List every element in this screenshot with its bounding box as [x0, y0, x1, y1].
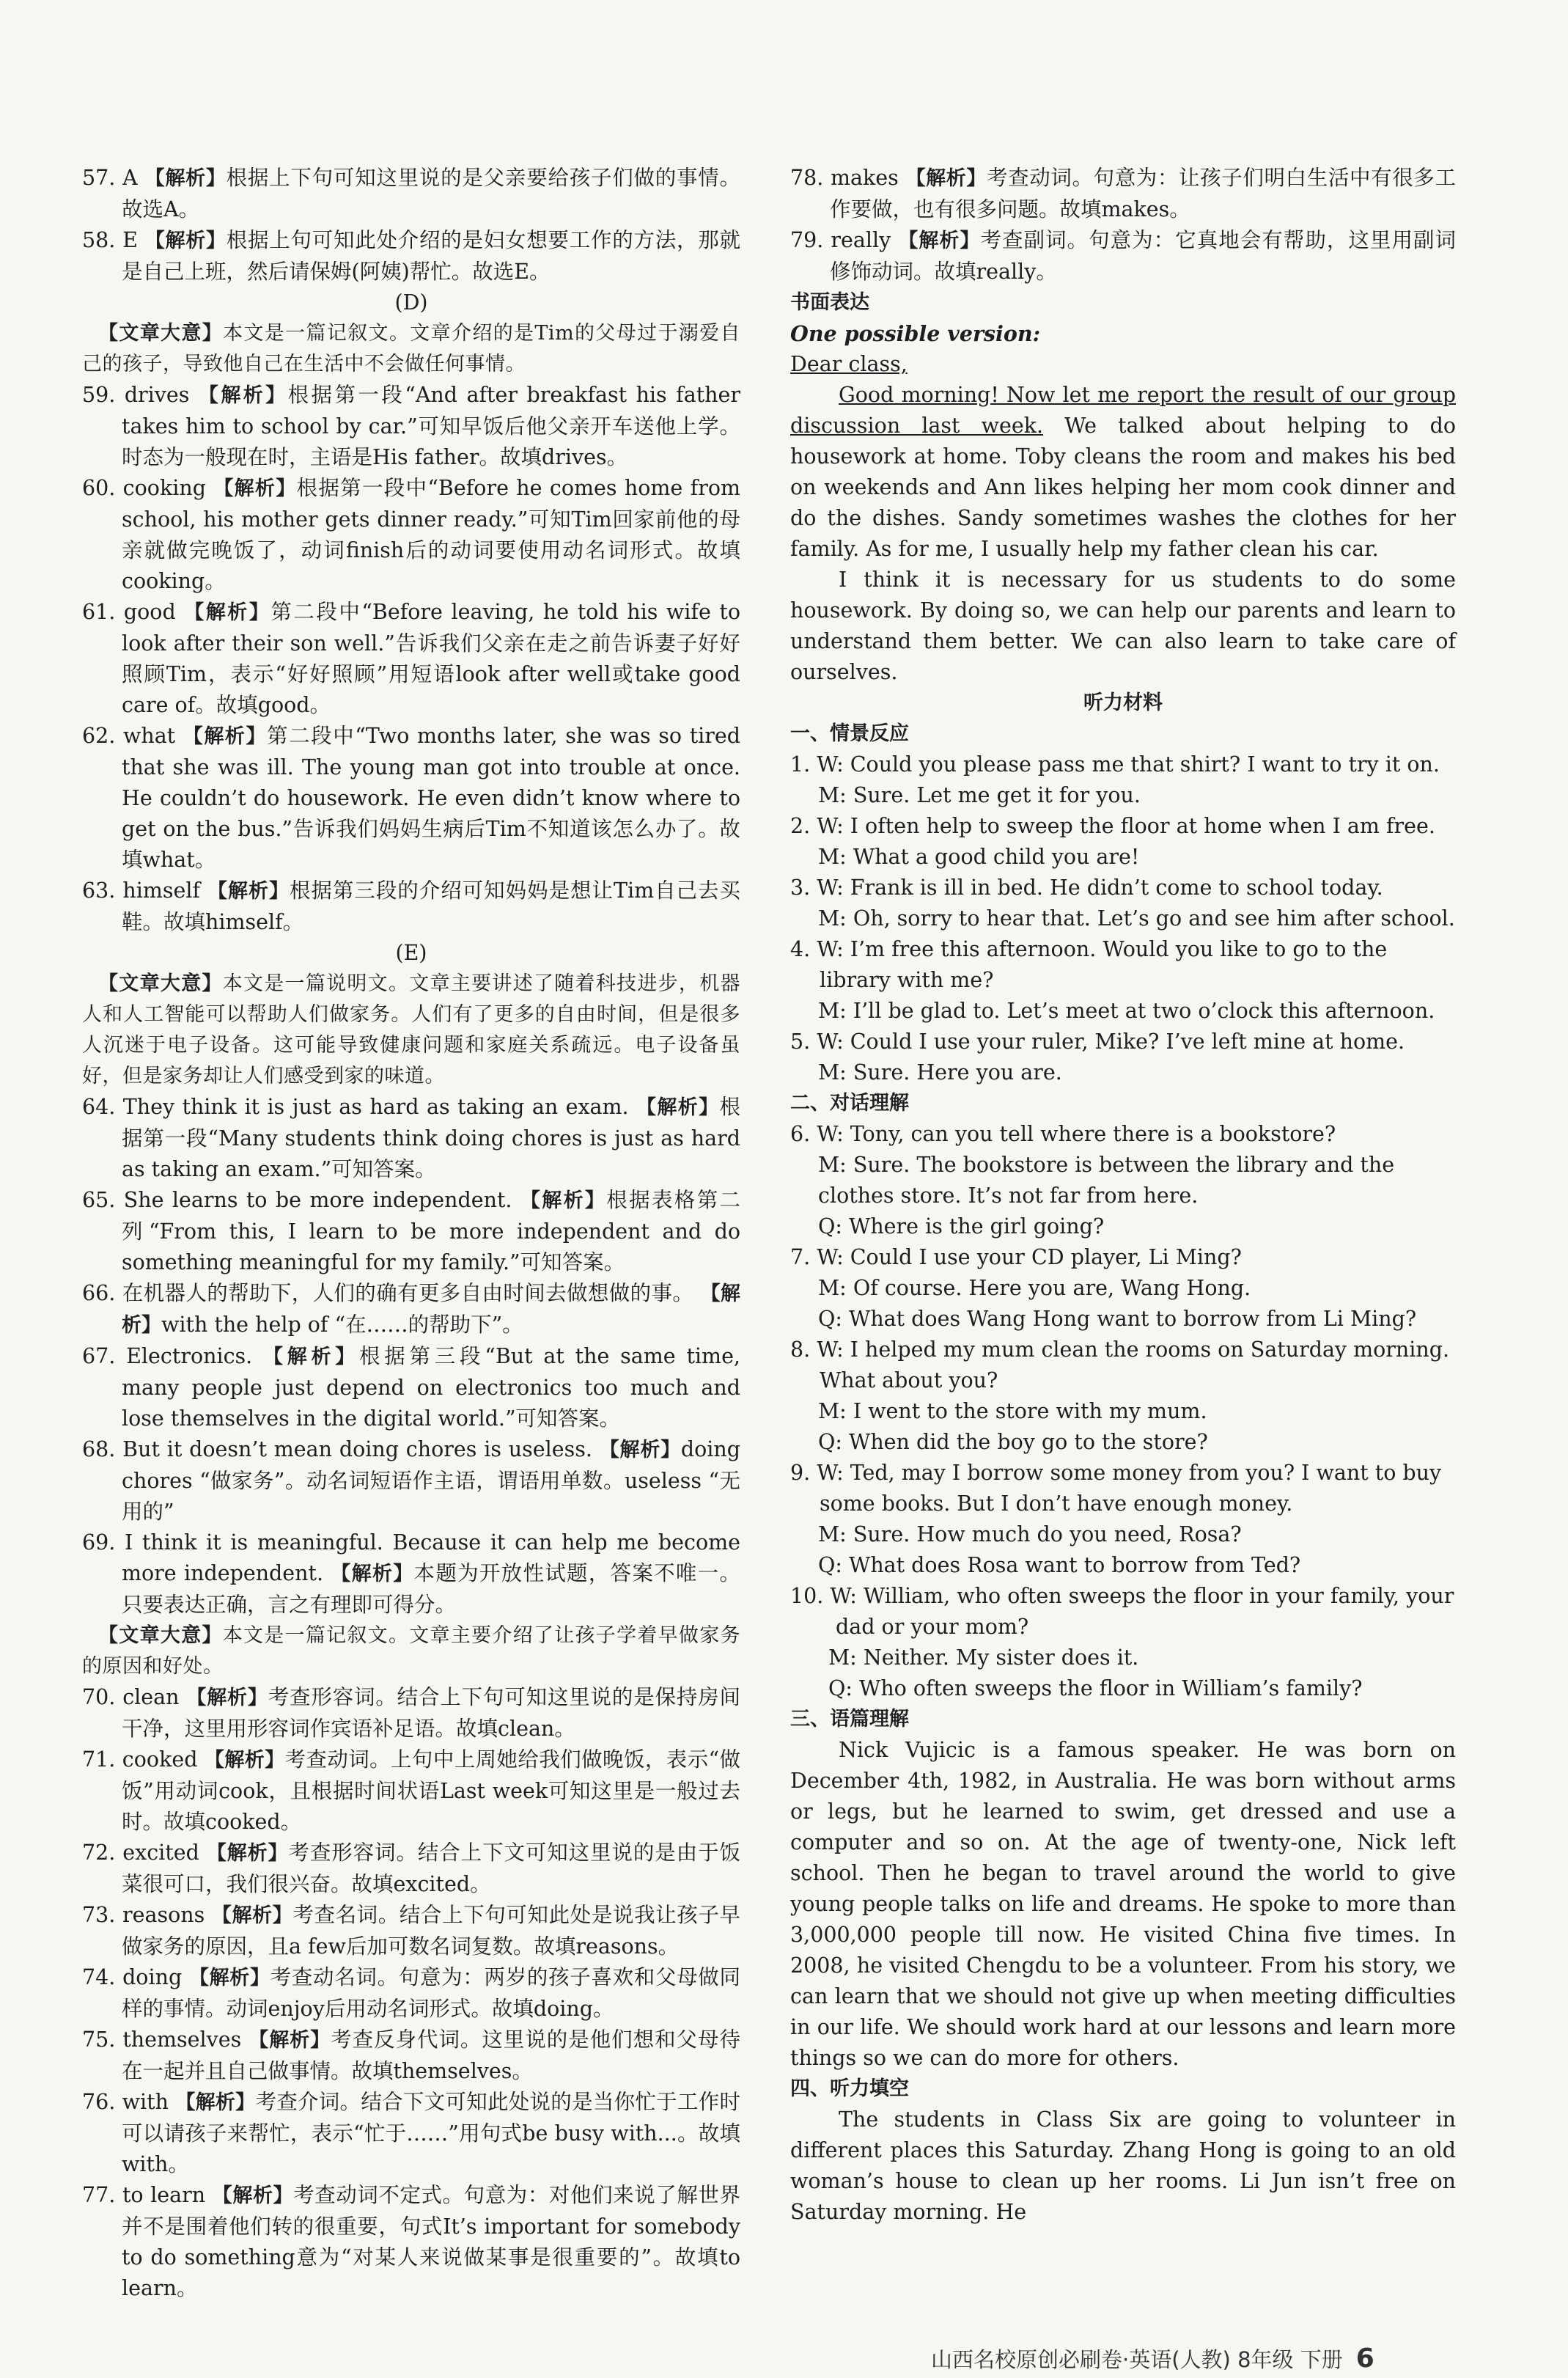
answer-item [82, 1682, 740, 1744]
answer-key: 64. They think it is just as hard as taking an exam. [82, 1095, 629, 1119]
analysis-tag: 【解析】 [905, 167, 987, 190]
analysis-tag: 【解析】 [184, 601, 271, 624]
analysis-tag: 【解析】 [186, 1687, 268, 1709]
dialogue-reply: M: What a good child you are! [818, 845, 1140, 869]
analysis-text: 根据第一段中“Before he comes home from school, his mother gets dinner ready.”可知Tim回家前他的母亲就做完晚饭了，动词finish后的动词要使用动名词形式。故填cooking。 [122, 476, 741, 593]
answer-key: 60. cooking [82, 476, 206, 500]
answer-key: 78. makes [790, 166, 899, 190]
analysis-tag: 【解析】 [198, 384, 288, 407]
answer-item [82, 1527, 740, 1621]
analysis-tag: 【解析】 [249, 2029, 331, 2052]
right-column [790, 163, 1456, 2228]
analysis-tag: 【解析】 [183, 725, 268, 748]
analysis-text: 根据第三段“But at the same time, many people just depend on electronics too much and lose themselves in the digital world.”可知答案。 [122, 1344, 740, 1431]
listening-part4-text: The students in Class Six are going to volunteer in different places this Saturday. Zhang Hong is going to an old woman’s house to clean up her rooms. Li Jun isn’t free on Saturday morning. He [790, 2107, 1456, 2224]
analysis-text: 考查形容词。结合上下文可知这里说的是由于饭菜很可口，我们很兴奋。故填excited。 [122, 1841, 740, 1896]
dialogue-reply: M: Oh, sorry to hear that. Let’s go and see him after school. [818, 906, 1455, 931]
answer-key: 70. clean [82, 1685, 180, 1709]
listening-part3-text: Nick Vujicic is a famous speaker. He was born on December 4th, 1982, in Australia. He was born without arms or legs, but he learned to swim, get dressed and use a computer and so on. At the age of twenty-one, Nick left school. Then he began to travel around the world to give young people talks on life and dreams. He spoke to more than 3,000,000 people till now. He visited China five times. In 2008, he visited Chengdu to be a volunteer. From his story, we can learn that we should not give up when meeting difficulties in our life. We should work hard at our lessons and learn more things so we can do more for others. [790, 1738, 1456, 2070]
analysis-text: 根据第三段的介绍可知妈妈是想让Tim自己去买鞋。故填himself。 [122, 878, 741, 934]
writing-heading: 书面表达 [790, 291, 869, 314]
answer-key: 61. good [82, 600, 176, 624]
page-number: 6 [1355, 2344, 1374, 2374]
answer-key: 77. to learn [82, 2183, 206, 2207]
writing-version-label: One possible version: [790, 321, 1041, 346]
analysis-text: 根据上句可知此处介绍的是妇女想要工作的方法，那就是自己上班，然后请保姆(阿姨)帮忙。故选E。 [122, 228, 740, 284]
listening-part3-heading: 三、语篇理解 [790, 1708, 909, 1731]
answer-item [82, 1341, 740, 1434]
listening-part4-heading: 四、听力填空 [790, 2077, 909, 2100]
dialogue-question: Q: What does Wang Hong want to borrow from Li Ming? [818, 1307, 1417, 1331]
analysis-tag: 【解析】 [122, 1282, 741, 1337]
left-column [82, 163, 740, 2304]
answer-item [82, 163, 740, 225]
analysis-text: 本题为开放性试题，答案不唯一。只要表达正确，言之有理即可得分。 [122, 1561, 740, 1617]
answer-item [82, 721, 740, 876]
analysis-text: 考查介词。结合下文可知此处说的是当你忙于工作时可以请孩子来帮忙，表示“忙于……”用句式be busy with...。故填with。 [122, 2090, 741, 2176]
answer-item [82, 876, 740, 938]
answer-item [82, 1278, 740, 1341]
analysis-text: 考查动词。上句中上周她给我们做晚饭，表示“做饭”用动词cook，且根据时间状语Last week可知这里是一般过去时。故填cooked。 [122, 1747, 741, 1834]
dialogue-line: 10. W: William, who often sweeps the floor in your family, your dad or your mom? [790, 1584, 1454, 1639]
answer-key: 68. But it doesn’t mean doing chores is useless. [82, 1437, 592, 1461]
analysis-tag: 【解析】 [636, 1096, 720, 1119]
answer-key: 73. reasons [82, 1903, 205, 1927]
section-d-heading: (D) [394, 290, 428, 315]
answer-item [82, 1092, 740, 1185]
answer-key: 65. She learns to be more independent. [82, 1188, 512, 1212]
analysis-tag: 【解析】 [263, 1346, 360, 1368]
analysis-tag: 【解析】 [520, 1189, 607, 1212]
answer-item [82, 1434, 740, 1527]
analysis-text: doing chores “做家务”。动名词短语作主语，谓语用单数。useless “无用的” [122, 1437, 740, 1524]
dialogue-line: 1. W: Could you please pass me that shirt? I want to try it on. [790, 752, 1440, 777]
answer-item [790, 225, 1456, 287]
dialogue-line: 2. W: I often help to sweep the floor at home when I am free. [790, 814, 1435, 838]
section-f-summary: 【文章大意】本文是一篇记叙文。文章主要介绍了让孩子学着早做家务的原因和好处。 [82, 1624, 741, 1678]
answer-item [82, 2180, 740, 2304]
analysis-text: 考查动词。句意为：让孩子们明白生活中有很多工作要做，也有很多问题。故填makes。 [830, 166, 1456, 221]
analysis-tag: 【解析】 [144, 167, 227, 190]
dialogue-reply: M: Sure. The bookstore is between the library and the clothes store. It’s not far from here. [818, 1153, 1395, 1208]
dialogue-question: Q: What does Rosa want to borrow from Ted? [818, 1553, 1301, 1577]
answer-item [790, 163, 1456, 225]
dialogue-reply: M: Sure. Here you are. [818, 1060, 1062, 1085]
analysis-tag: 【解析】 [331, 1563, 414, 1585]
answer-item [82, 1900, 740, 1962]
answer-item [82, 1185, 740, 1278]
answer-item [82, 1744, 740, 1838]
answer-key: 71. cooked [82, 1747, 198, 1772]
answer-item [82, 473, 740, 597]
dialogue-line: 4. W: I’m free this afternoon. Would you like to go to the library with me? [790, 937, 1388, 992]
answer-key: 57. A [82, 166, 138, 190]
analysis-tag: 【解析】 [144, 230, 227, 252]
answer-key: 69. I think it is meaningful. Because it can help me become more independent. [82, 1530, 740, 1585]
analysis-tag: 【解析】 [204, 1749, 285, 1772]
answer-key: 79. really [790, 228, 891, 252]
analysis-text: 考查形容词。结合上下句可知这里说的是保持房间干净，这里用形容词作宾语补足语。故填clean。 [122, 1685, 740, 1741]
writing-greeting: Dear class, [790, 352, 908, 376]
listening-part1-heading: 一、情景反应 [790, 722, 909, 745]
dialogue-reply: M: Of course. Here you are, Wang Hong. [818, 1276, 1251, 1300]
analysis-text: 考查反身代词。这里说的是他们想和父母待在一起并且自己做事情。故填themselves。 [122, 2027, 740, 2083]
dialogue-reply: M: Sure. How much do you need, Rosa? [818, 1522, 1242, 1546]
dialogue-question: Q: When did the boy go to the store? [818, 1430, 1208, 1454]
answer-item [82, 597, 740, 721]
dialogue-reply: M: Neither. My sister does it. [828, 1645, 1139, 1670]
analysis-text: 第二段中“Two months later, she was so tired that she was ill. The young man got into trouble at once. He couldn’t do housework. He even didn’t know where to get on the bus.”告诉我们妈妈生病后Tim不知道该怎么办了。故填what。 [122, 724, 740, 872]
answer-key: 67. Electronics. [82, 1344, 253, 1368]
answer-key: 66. 在机器人的帮助下，人们的确有更多自由时间去做想做的事。 [82, 1281, 694, 1305]
answer-item [82, 380, 740, 473]
answer-key: 76. with [82, 2090, 169, 2114]
dialogue-reply: M: Sure. Let me get it for you. [818, 783, 1141, 807]
analysis-tag: 【解析】 [207, 880, 290, 903]
listening-heading: 听力材料 [1083, 691, 1163, 714]
section-e-heading: (E) [395, 941, 427, 965]
dialogue-reply: M: I’ll be glad to. Let’s meet at two o’clock this afternoon. [818, 999, 1435, 1023]
analysis-text: 考查动词不定式。句意为：对他们来说了解世界并不是围着他们转的很重要，句式It’s important for somebody to do something意为“对某人来说做某事是很重要的”。故填to learn。 [122, 2183, 741, 2300]
section-e-summary: 【文章大意】本文是一篇说明文。文章主要讲述了随着科技进步，机器人和人工智能可以帮助人们做家务。人们有了更多的自由时间，但是很多人沉迷于电子设备。这可能导致健康问题和家庭关系疏远。电子设备虽好，但是家务却让人们感受到家的味道。 [82, 972, 741, 1087]
answer-item [82, 1838, 740, 1900]
analysis-tag: 【解析】 [599, 1439, 681, 1461]
answer-item [82, 1962, 740, 2025]
dialogue-line: 3. W: Frank is ill in bed. He didn’t come to school today. [790, 876, 1383, 900]
answer-key: 62. what [82, 724, 176, 748]
analysis-text: 考查动名词。句意为：两岁的孩子喜欢和父母做同样的事情。动词enjoy后用动名词形式。故填doing。 [122, 1965, 740, 2021]
writing-paragraph-2: I think it is necessary for us students to do some housework. By doing so, we can help our parents and learn to understand them better. We can also learn to take care of ourselves. [790, 568, 1456, 684]
analysis-text: 根据第一段“And after breakfast his father takes him to school by car.”可知早饭后他父亲开车送他上学。时态为一般现在时，主语是His father。故填drives。 [122, 383, 740, 469]
dialogue-line: 9. W: Ted, may I borrow some money from you? I want to buy some books. But I don’t have enough money. [790, 1461, 1442, 1516]
answer-item [82, 2025, 740, 2087]
analysis-text: 根据上下句可知这里说的是父亲要给孩子们做的事情。故选A。 [122, 166, 741, 221]
answer-key: 59. drives [82, 383, 190, 407]
answer-key: 75. themselves [82, 2027, 242, 2052]
analysis-text: 第二段中“Before leaving, he told his wife to look after their son well.”告诉我们父亲在走之前告诉妻子好好照顾Tim，表示“好好照顾”用短语look after well或take good care of。故填good。 [122, 600, 740, 717]
dialogue-question: Q: Who often sweeps the floor in William’s family? [828, 1676, 1363, 1700]
analysis-tag: 【解析】 [175, 2091, 256, 2114]
dialogue-line: 7. W: Could I use your CD player, Li Ming? [790, 1245, 1242, 1269]
analysis-text: 考查副词。句意为：它真地会有帮助，这里用副词修饰动词。故填really。 [830, 228, 1456, 284]
analysis-tag: 【解析】 [212, 2184, 294, 2207]
answer-key: 58. E [82, 228, 138, 252]
listening-part2-heading: 二、对话理解 [790, 1092, 909, 1115]
analysis-tag: 【解析】 [206, 1842, 289, 1865]
footer-book-title: 山西名校原创必刷卷·英语(人教) 8年级 下册 [931, 2347, 1343, 2372]
answer-key: 74. doing [82, 1965, 183, 1989]
answer-key: 72. excited [82, 1841, 199, 1865]
dialogue-line: 6. W: Tony, can you tell where there is a bookstore? [790, 1122, 1336, 1146]
analysis-text: 考查名词。结合上下句可知此处是说我让孩子早做家务的原因，且a few后加可数名词复数。故填reasons。 [122, 1903, 741, 1959]
analysis-tag: 【解析】 [213, 477, 297, 500]
analysis-text: with the help of “在……的帮助下”。 [161, 1313, 523, 1337]
analysis-tag: 【解析】 [211, 1904, 293, 1927]
analysis-text: 根据第一段“Many students think doing chores is just as hard as taking an exam.”可知答案。 [122, 1095, 740, 1181]
answer-key: 63. himself [82, 878, 201, 903]
analysis-text: 根据表格第二列“From this, I learn to be more independent and do something meaningful for my family.”可知答案。 [122, 1188, 740, 1274]
dialogue-reply: M: I went to the store with my mum. [818, 1399, 1207, 1423]
analysis-tag: 【解析】 [188, 1967, 270, 1989]
dialogue-line: 5. W: Could I use your ruler, Mike? I’ve left mine at home. [790, 1030, 1405, 1054]
analysis-tag: 【解析】 [898, 230, 981, 252]
section-d-summary: 【文章大意】本文是一篇记叙文。文章介绍的是Tim的父母过于溺爱自己的孩子，导致他自己在生活中不会做任何事情。 [82, 322, 740, 375]
answer-item [82, 225, 740, 287]
dialogue-question: Q: Where is the girl going? [818, 1214, 1105, 1238]
page-footer [931, 2344, 1444, 2374]
answer-item [82, 2087, 740, 2180]
writing-paragraph-1: Good morning! Now let me report the result of our group discussion last week. We talked about helping to do housework at home. Toby cleans the room and makes his bed on weekends and Ann likes helping her mom cook dinner and do the dishes. Sandy sometimes washes the clothes for her family. As for me, I usually help my father clean his car. [790, 383, 1456, 561]
dialogue-line: 8. W: I helped my mum clean the rooms on Saturday morning. What about you? [790, 1337, 1450, 1392]
